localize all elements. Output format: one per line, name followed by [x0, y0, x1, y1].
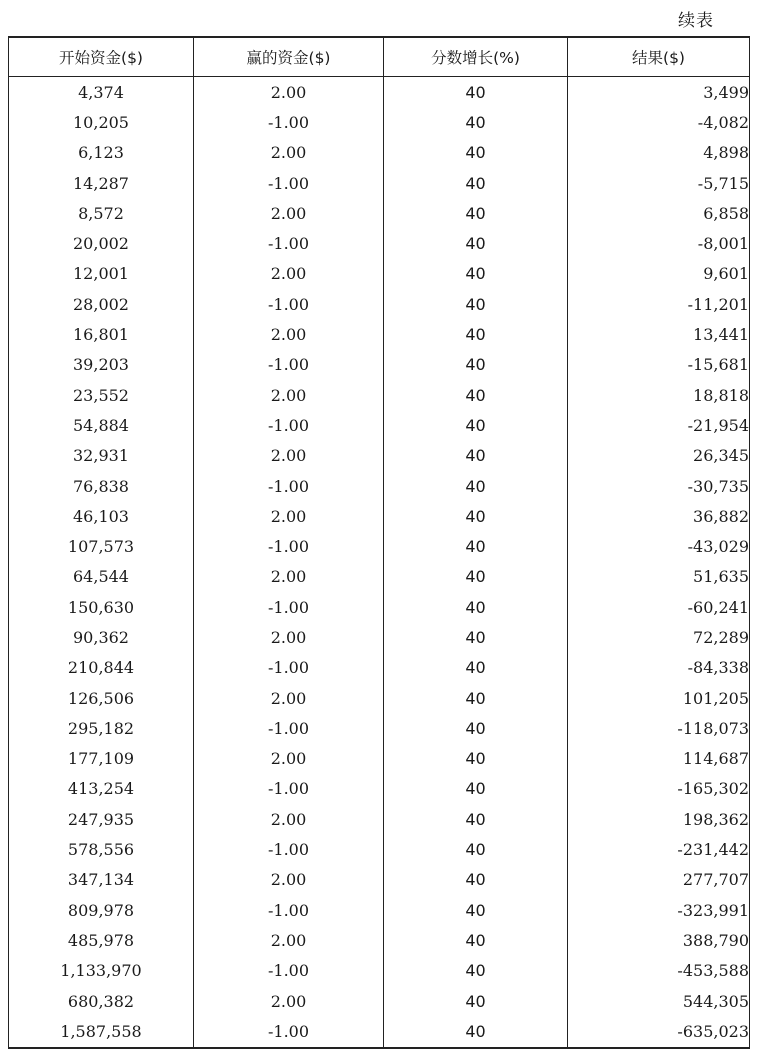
cell-winnings: 2.00 — [194, 986, 384, 1016]
table-body — [9, 77, 750, 1048]
cell-result: -30,735 — [568, 471, 750, 501]
cell-fraction-growth: 40 — [384, 289, 568, 319]
cell-winnings: -1.00 — [194, 471, 384, 501]
table-row — [9, 319, 750, 349]
table-row — [9, 744, 750, 774]
table-row — [9, 138, 750, 168]
table-row — [9, 168, 750, 198]
cell-fraction-growth: 40 — [384, 986, 568, 1016]
cell-starting-capital: 64,544 — [9, 562, 194, 592]
cell-result: 277,707 — [568, 865, 750, 895]
cell-result: 18,818 — [568, 380, 750, 410]
cell-winnings: -1.00 — [194, 592, 384, 622]
cell-fraction-growth: 40 — [384, 562, 568, 592]
cell-winnings: -1.00 — [194, 834, 384, 864]
cell-result: 72,289 — [568, 622, 750, 652]
cell-winnings: -1.00 — [194, 653, 384, 683]
table-row — [9, 531, 750, 561]
cell-winnings: 2.00 — [194, 380, 384, 410]
cell-result: 198,362 — [568, 804, 750, 834]
table-row — [9, 198, 750, 228]
table-row — [9, 956, 750, 986]
cell-winnings: 2.00 — [194, 77, 384, 108]
table-row — [9, 713, 750, 743]
cell-fraction-growth: 40 — [384, 895, 568, 925]
cell-starting-capital: 295,182 — [9, 713, 194, 743]
cell-winnings: -1.00 — [194, 956, 384, 986]
cell-result: -43,029 — [568, 531, 750, 561]
cell-winnings: -1.00 — [194, 289, 384, 319]
cell-result: 9,601 — [568, 259, 750, 289]
table-row — [9, 471, 750, 501]
cell-fraction-growth: 40 — [384, 77, 568, 108]
cell-fraction-growth: 40 — [384, 198, 568, 228]
cell-fraction-growth: 40 — [384, 259, 568, 289]
cell-fraction-growth: 40 — [384, 834, 568, 864]
cell-winnings: -1.00 — [194, 1016, 384, 1047]
cell-result: -60,241 — [568, 592, 750, 622]
table-row — [9, 834, 750, 864]
cell-fraction-growth: 40 — [384, 350, 568, 380]
cell-winnings: -1.00 — [194, 168, 384, 198]
cell-starting-capital: 809,978 — [9, 895, 194, 925]
cell-winnings: -1.00 — [194, 531, 384, 561]
table-row — [9, 895, 750, 925]
cell-result: -11,201 — [568, 289, 750, 319]
cell-starting-capital: 23,552 — [9, 380, 194, 410]
cell-winnings: -1.00 — [194, 107, 384, 137]
cell-result: 13,441 — [568, 319, 750, 349]
cell-starting-capital: 76,838 — [9, 471, 194, 501]
cell-winnings: 2.00 — [194, 744, 384, 774]
cell-winnings: 2.00 — [194, 138, 384, 168]
cell-result: -4,082 — [568, 107, 750, 137]
cell-fraction-growth: 40 — [384, 471, 568, 501]
cell-fraction-growth: 40 — [384, 168, 568, 198]
cell-fraction-growth: 40 — [384, 319, 568, 349]
cell-starting-capital: 247,935 — [9, 804, 194, 834]
cell-result: -453,588 — [568, 956, 750, 986]
header-row — [9, 37, 750, 77]
table-row — [9, 441, 750, 471]
table-row — [9, 925, 750, 955]
cell-result: -231,442 — [568, 834, 750, 864]
cell-starting-capital: 46,103 — [9, 501, 194, 531]
cell-starting-capital: 413,254 — [9, 774, 194, 804]
cell-starting-capital: 210,844 — [9, 653, 194, 683]
table-header — [9, 37, 750, 77]
cell-starting-capital: 4,374 — [9, 77, 194, 108]
table-row — [9, 1016, 750, 1047]
cell-starting-capital: 54,884 — [9, 410, 194, 440]
cell-result: -5,715 — [568, 168, 750, 198]
cell-fraction-growth: 40 — [384, 713, 568, 743]
cell-winnings: -1.00 — [194, 228, 384, 258]
cell-starting-capital: 28,002 — [9, 289, 194, 319]
cell-fraction-growth: 40 — [384, 410, 568, 440]
cell-starting-capital: 20,002 — [9, 228, 194, 258]
cell-result: 36,882 — [568, 501, 750, 531]
cell-starting-capital: 14,287 — [9, 168, 194, 198]
cell-fraction-growth: 40 — [384, 925, 568, 955]
cell-fraction-growth: 40 — [384, 107, 568, 137]
table-row — [9, 380, 750, 410]
cell-fraction-growth: 40 — [384, 138, 568, 168]
cell-fraction-growth: 40 — [384, 774, 568, 804]
cell-starting-capital: 347,134 — [9, 865, 194, 895]
table-row — [9, 501, 750, 531]
cell-winnings: 2.00 — [194, 804, 384, 834]
cell-starting-capital: 32,931 — [9, 441, 194, 471]
cell-starting-capital: 177,109 — [9, 744, 194, 774]
cell-winnings: 2.00 — [194, 925, 384, 955]
cell-result: 114,687 — [568, 744, 750, 774]
cell-fraction-growth: 40 — [384, 1016, 568, 1047]
table-row — [9, 107, 750, 137]
table-row — [9, 774, 750, 804]
table-row — [9, 683, 750, 713]
cell-fraction-growth: 40 — [384, 653, 568, 683]
cell-starting-capital: 578,556 — [9, 834, 194, 864]
cell-result: -84,338 — [568, 653, 750, 683]
cell-result: -21,954 — [568, 410, 750, 440]
cell-fraction-growth: 40 — [384, 956, 568, 986]
header-result: 结果($) — [568, 37, 750, 77]
cell-fraction-growth: 40 — [384, 228, 568, 258]
table-continued-caption: 续表 — [678, 11, 714, 31]
table-row — [9, 350, 750, 380]
cell-winnings: 2.00 — [194, 622, 384, 652]
cell-starting-capital: 12,001 — [9, 259, 194, 289]
table-row — [9, 622, 750, 652]
cell-result: 3,499 — [568, 77, 750, 108]
cell-starting-capital: 680,382 — [9, 986, 194, 1016]
cell-starting-capital: 39,203 — [9, 350, 194, 380]
cell-starting-capital: 90,362 — [9, 622, 194, 652]
cell-winnings: 2.00 — [194, 683, 384, 713]
cell-fraction-growth: 40 — [384, 683, 568, 713]
table-row — [9, 592, 750, 622]
cell-fraction-growth: 40 — [384, 441, 568, 471]
cell-result: -323,991 — [568, 895, 750, 925]
cell-fraction-growth: 40 — [384, 380, 568, 410]
cell-fraction-growth: 40 — [384, 865, 568, 895]
table-row — [9, 986, 750, 1016]
cell-fraction-growth: 40 — [384, 531, 568, 561]
cell-result: 388,790 — [568, 925, 750, 955]
header-starting-capital: 开始资金($) — [9, 37, 194, 77]
cell-winnings: 2.00 — [194, 865, 384, 895]
cell-winnings: -1.00 — [194, 895, 384, 925]
cell-starting-capital: 16,801 — [9, 319, 194, 349]
cell-starting-capital: 485,978 — [9, 925, 194, 955]
cell-result: 51,635 — [568, 562, 750, 592]
cell-starting-capital: 150,630 — [9, 592, 194, 622]
table-row — [9, 289, 750, 319]
cell-winnings: 2.00 — [194, 441, 384, 471]
cell-winnings: -1.00 — [194, 774, 384, 804]
cell-winnings: -1.00 — [194, 350, 384, 380]
cell-starting-capital: 8,572 — [9, 198, 194, 228]
cell-starting-capital: 6,123 — [9, 138, 194, 168]
cell-starting-capital: 10,205 — [9, 107, 194, 137]
cell-winnings: 2.00 — [194, 259, 384, 289]
cell-result: -165,302 — [568, 774, 750, 804]
table-row — [9, 653, 750, 683]
cell-starting-capital: 107,573 — [9, 531, 194, 561]
table-row — [9, 259, 750, 289]
cell-winnings: -1.00 — [194, 713, 384, 743]
data-table — [8, 36, 750, 1049]
cell-result: 544,305 — [568, 986, 750, 1016]
cell-winnings: 2.00 — [194, 501, 384, 531]
table-row — [9, 562, 750, 592]
cell-result: -8,001 — [568, 228, 750, 258]
header-winnings: 赢的资金($) — [194, 37, 384, 77]
cell-winnings: 2.00 — [194, 319, 384, 349]
cell-fraction-growth: 40 — [384, 744, 568, 774]
table-row — [9, 865, 750, 895]
cell-fraction-growth: 40 — [384, 804, 568, 834]
cell-starting-capital: 1,587,558 — [9, 1016, 194, 1047]
cell-result: 101,205 — [568, 683, 750, 713]
table-row — [9, 804, 750, 834]
cell-result: -118,073 — [568, 713, 750, 743]
cell-result: -15,681 — [568, 350, 750, 380]
header-fraction-growth: 分数增长(%) — [384, 37, 568, 77]
cell-winnings: 2.00 — [194, 198, 384, 228]
cell-result: -635,023 — [568, 1016, 750, 1047]
cell-fraction-growth: 40 — [384, 592, 568, 622]
cell-fraction-growth: 40 — [384, 501, 568, 531]
cell-result: 26,345 — [568, 441, 750, 471]
table-row — [9, 77, 750, 108]
cell-starting-capital: 126,506 — [9, 683, 194, 713]
cell-winnings: -1.00 — [194, 410, 384, 440]
table-row — [9, 410, 750, 440]
cell-fraction-growth: 40 — [384, 622, 568, 652]
table-row — [9, 228, 750, 258]
cell-result: 4,898 — [568, 138, 750, 168]
cell-winnings: 2.00 — [194, 562, 384, 592]
cell-starting-capital: 1,133,970 — [9, 956, 194, 986]
cell-result: 6,858 — [568, 198, 750, 228]
